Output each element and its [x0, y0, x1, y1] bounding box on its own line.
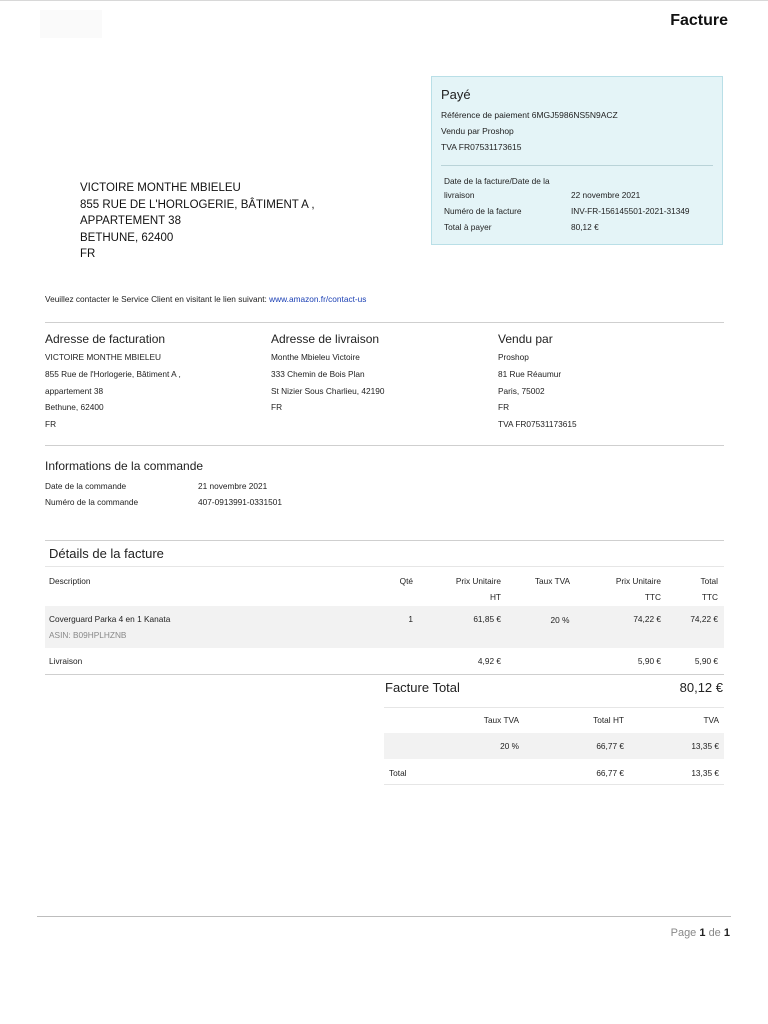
order-date-value: 21 novembre 2021 — [198, 481, 268, 491]
invoice-number-label: Numéro de la facture — [444, 206, 522, 216]
billing-line: FR — [45, 419, 57, 430]
invoice-total-label: Facture Total — [385, 680, 460, 695]
order-info-title: Informations de la commande — [45, 459, 204, 473]
col-description: Description — [49, 576, 91, 586]
seller-line: Paris, 75002 — [498, 385, 545, 396]
invoice-date-value: 22 novembre 2021 — [571, 190, 641, 200]
vat-sum-total-ht: 66,77 € — [596, 768, 624, 778]
divider — [45, 445, 724, 446]
divider — [384, 784, 724, 785]
delivery-unit-ttc: 5,90 € — [637, 656, 661, 666]
vat-col-total-ht: Total HT — [593, 715, 624, 725]
recipient-line: BETHUNE, 62400 — [80, 231, 174, 244]
vat-total-ht: 66,77 € — [596, 741, 624, 751]
contact-link[interactable]: www.amazon.fr/contact-us — [269, 294, 367, 304]
billing-line: appartement 38 — [45, 385, 104, 396]
seller-line: FR — [498, 402, 510, 413]
divider — [45, 566, 724, 567]
seller-line: 81 Rue Réaumur — [498, 368, 562, 379]
billing-line: 855 Rue de l'Horlogerie, Bâtiment A , — [45, 368, 181, 379]
vat-sum-tva: 13,35 € — [691, 768, 719, 778]
payment-summary-box — [431, 76, 723, 245]
divider — [45, 322, 724, 323]
amount-due-label: Total à payer — [444, 222, 492, 232]
vat-rate: 20 % — [500, 741, 519, 751]
payment-divider — [441, 165, 713, 166]
table-row — [45, 606, 724, 648]
col-unit-ht: Prix Unitaire HT — [455, 576, 501, 602]
delivery-unit-ht: 4,92 € — [477, 656, 501, 666]
item-asin: ASIN: B09HPLHZNB — [49, 630, 127, 640]
col-qty: Qté — [399, 576, 413, 586]
item-total-ttc: 74,22 € — [690, 614, 718, 624]
contact-notice: Veuillez contacter le Service Client en visitant le lien suivant: www.amazon.fr/contact-us — [45, 294, 367, 304]
invoice-number-value: INV-FR-156145501-2021-31349 — [571, 206, 690, 216]
payment-reference: Référence de paiement 6MGJ5986NS5N9ACZ — [441, 110, 618, 120]
logo — [40, 10, 102, 38]
footer-divider — [37, 916, 731, 917]
recipient-address — [80, 180, 315, 263]
invoice-date-label: Date de la facture/Date de la livraison — [444, 176, 550, 200]
page-indicator: Page 1 de 1 — [670, 927, 730, 939]
billing-line: Bethune, 62400 — [45, 402, 104, 413]
document-title: Facture — [670, 12, 728, 29]
order-number-label: Numéro de la commande — [45, 497, 139, 507]
delivery-total-ttc: 5,90 € — [694, 656, 718, 666]
seller-address — [498, 349, 577, 433]
shipping-address — [271, 349, 384, 416]
shipping-line: 333 Chemin de Bois Plan — [271, 368, 365, 379]
recipient-line: 855 RUE DE L'HORLOGERIE, BÂTIMENT A , — [80, 198, 315, 211]
invoice-date-row — [444, 174, 714, 202]
payment-sold-by: Vendu par Proshop — [441, 126, 514, 136]
payment-status: Payé — [441, 87, 471, 102]
order-number-value: 407-0913991-0331501 — [198, 497, 282, 507]
seller-title: Vendu par — [498, 332, 553, 346]
divider — [45, 674, 724, 675]
divider — [45, 540, 724, 541]
item-description: Coverguard Parka 4 en 1 Kanata — [49, 614, 171, 624]
payment-vat: TVA FR07531173615 — [441, 142, 522, 152]
item-qty: 1 — [408, 614, 413, 624]
amount-due-value: 80,12 € — [571, 222, 599, 232]
shipping-line: Monthe Mbieleu Victoire — [271, 352, 360, 362]
billing-address — [45, 349, 181, 433]
divider — [384, 707, 724, 708]
recipient-line: APPARTEMENT 38 — [80, 215, 181, 228]
seller-line: Proshop — [498, 352, 529, 362]
col-total-ttc: Total TTC — [700, 576, 718, 602]
shipping-title: Adresse de livraison — [271, 332, 380, 346]
order-date-label: Date de la commande — [45, 481, 127, 491]
top-border — [0, 0, 768, 1]
billing-line: VICTOIRE MONTHE MBIELEU — [45, 352, 162, 362]
recipient-line: VICTOIRE MONTHE MBIELEU — [80, 182, 241, 194]
col-unit-ttc: Prix Unitaire TTC — [615, 576, 661, 602]
delivery-description: Livraison — [49, 656, 83, 666]
vat-col-rate: Taux TVA — [483, 715, 519, 725]
invoice-total-value: 80,12 € — [679, 680, 723, 695]
details-title: Détails de la facture — [49, 546, 164, 561]
item-unit-ht: 61,85 € — [473, 614, 501, 624]
item-unit-ttc: 74,22 € — [633, 614, 661, 624]
billing-title: Adresse de facturation — [45, 332, 166, 346]
col-tva-rate: Taux TVA — [534, 576, 571, 586]
vat-col-tva: TVA — [703, 715, 719, 725]
amount-due-row — [444, 220, 714, 234]
shipping-line: FR — [271, 402, 283, 413]
shipping-line: St Nizier Sous Charlieu, 42190 — [271, 385, 385, 396]
seller-line: TVA FR07531173615 — [498, 419, 577, 430]
vat-amount: 13,35 € — [691, 741, 719, 751]
vat-sum-label: Total — [389, 768, 407, 778]
recipient-line: FR — [80, 248, 96, 261]
invoice-number-row — [444, 204, 714, 218]
item-tva-rate: 20 % — [550, 615, 570, 625]
